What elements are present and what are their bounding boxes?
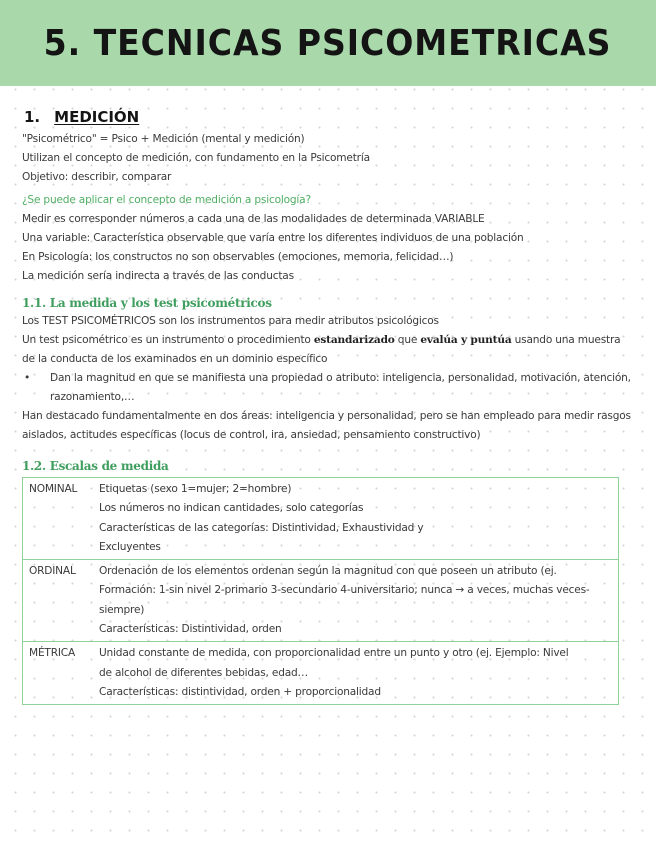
text-line: Una variable: Característica observable que varía entre los diferentes individuos de una población — [22, 232, 524, 244]
description-line: Características: Distintividad, orden — [99, 623, 282, 636]
document-body — [22, 108, 632, 705]
text-line: En Psicología: los constructos no son observables (emociones, memoria, felicidad…) — [22, 251, 454, 263]
list-item — [22, 369, 632, 407]
scale-name: ORDINAL — [23, 560, 94, 642]
list-item-text: Dan la magnitud en que se manifiesta una propiedad o atributo: inteligencia, personalidad, motivación, atención, razonamiento,… — [50, 372, 631, 403]
subsection-1-2-heading: 1.2. Escalas de medida — [22, 459, 169, 473]
scale-description — [93, 560, 619, 642]
text-line: Los TEST PSICOMÉTRICOS son los instrumentos para medir atributos psicológicos — [22, 315, 439, 327]
table-row — [23, 560, 619, 642]
description-line: siempre) — [99, 603, 145, 616]
description-line: Formación: 1-sin nivel 2-primario 3-secundario 4-universitario; nunca → a veces, muchas veces- — [99, 584, 590, 597]
text-line: Utilizan el concepto de medición, con fundamento en la Psicometría — [22, 152, 370, 164]
bullet-marker: • — [24, 372, 31, 384]
page-title: 5. TECNICAS PSICOMETRICAS — [44, 22, 612, 64]
question-line: ¿Se puede aplicar el concepto de medición a psicología? — [22, 194, 311, 206]
scale-description — [93, 642, 619, 705]
description-line: Los números no indican cantidades, solo categorías — [99, 502, 364, 515]
paragraph: Han destacado fundamentalmente en dos áreas: inteligencia y personalidad, pero se han empleado para medir rasgos aislados, actitudes específicas (locus de control, ira, ansiedad, pensamiento constructivo) — [22, 410, 631, 441]
text-line: Objetivo: describir, comparar — [22, 171, 172, 183]
table-row — [23, 642, 619, 705]
scale-name: MÉTRICA — [23, 642, 94, 705]
text-line: Medir es corresponder números a cada una de las modalidades de determinada VARIABLE — [22, 213, 485, 225]
text-span: usando una muestra de la conducta de los examinados en un dominio específico — [22, 334, 621, 365]
bold-term: estandarizado — [313, 334, 395, 346]
description-line: Ordenación de los elementos ordenan según la magnitud con que poseen un atributo (ej. — [99, 565, 557, 578]
table-row — [23, 478, 619, 560]
text-line: La medición sería indirecta a través de las conductas — [22, 270, 294, 282]
scale-name: NOMINAL — [23, 478, 94, 560]
description-line: Etiquetas (sexo 1=mujer; 2=hombre) — [99, 483, 292, 495]
description-line: Características: distintividad, orden + proporcionalidad — [99, 685, 381, 698]
bold-term: evalúa y puntúa — [420, 334, 512, 346]
section-title: MEDICIÓN — [54, 108, 140, 126]
scale-description — [93, 478, 619, 560]
description-line: Excluyentes — [99, 540, 161, 553]
title-banner — [0, 0, 656, 86]
text-span: que — [394, 334, 421, 346]
description-line: de alcohol de diferentes bebidas, edad… — [99, 666, 308, 679]
text-line: "Psicométrico" = Psico + Medición (mental y medición) — [22, 133, 305, 145]
section-number: 1. — [24, 108, 41, 126]
description-line: Unidad constante de medida, con proporcionalidad entre un punto y otro (ej. Ejemplo: Nivel — [99, 647, 569, 660]
section-1-heading — [22, 108, 632, 126]
scales-table — [22, 477, 619, 705]
subsection-1-1-heading: 1.1. La medida y los test psicométricos — [22, 296, 272, 310]
paragraph — [22, 331, 632, 369]
text-span: Un test psicométrico es un instrumento o procedimiento — [22, 334, 314, 346]
description-line: Características de las categorías: Distintividad, Exhaustividad y — [99, 521, 424, 534]
